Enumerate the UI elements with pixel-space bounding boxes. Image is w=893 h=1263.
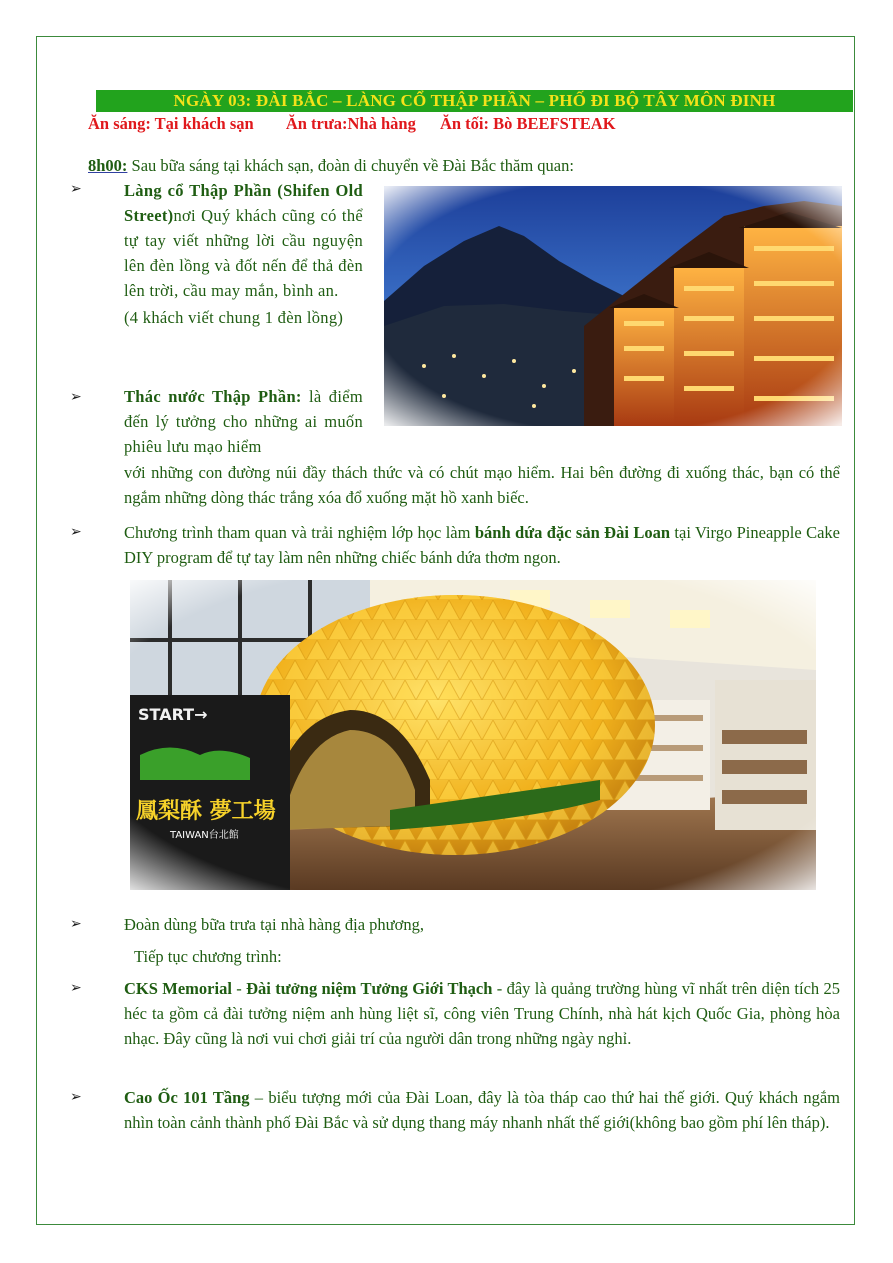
cks-title-b: Đài tưởng niệm Tưởng Giới Thạch — [246, 979, 493, 998]
waterfall-item-start — [124, 384, 363, 459]
cks-title-a: CKS Memorial — [124, 979, 232, 998]
bullet-arrow-icon: ➢ — [70, 981, 82, 996]
waterfall-title: Thác nước Thập Phần: — [124, 387, 302, 406]
intro-line — [88, 156, 574, 176]
taipei101-text: – biểu tượng mới của Đài Loan, đây là tòa tháp cao thứ hai thế giới. Quý khách ngắm nhìn toàn cảnh thành phố Đài Bắc và sử dụng thang máy nhanh nhất thế giới(không bao gồm phí lên tháp). — [124, 1088, 840, 1132]
intro-text: Sau bữa sáng tại khách sạn, đoàn di chuyển về Đài Bắc thăm quan: — [127, 156, 574, 175]
bullet-arrow-icon: ➢ — [70, 1090, 82, 1105]
cks-text: - đây là quảng trường hùng vĩ nhất trên diện tích 25 héc ta gồm cả đài tưởng niệm anh hùng liệt sĩ, công viên Trung Chính, nhà hát kịch Quốc Gia, phòng hòa nhạc. Đây cũng là nơi vui chơi giải trí của người dân trong những ngày nghỉ. — [124, 979, 841, 1048]
bullet-arrow-icon: ➢ — [70, 390, 82, 405]
pineapple-store-photo — [130, 580, 816, 890]
lunch-line: Đoàn dùng bữa trưa tại nhà hàng địa phương, — [124, 915, 424, 934]
bullet-arrow-icon: ➢ — [70, 182, 82, 197]
bullet-arrow-icon: ➢ — [70, 917, 82, 932]
bullet-arrow-icon: ➢ — [70, 525, 82, 540]
pineapple-text-a: Chương trình tham quan và trải nghiệm lớp học làm — [124, 523, 475, 542]
breakfast-info: Ăn sáng: Tại khách sạn — [88, 114, 254, 133]
dinner-info: Ăn tối: Bò BEEFSTEAK — [439, 114, 616, 133]
shifen-note: (4 khách viết chung 1 đèn lồng) — [124, 308, 344, 327]
cks-sep: - — [231, 979, 247, 998]
pineapple-bold: bánh dứa đặc sản Đài Loan — [474, 523, 671, 542]
waterfall-text-b: với những con đường núi đầy thách thức và có chút mạo hiểm. Hai bên đường đi xuống thác, bạn có thể ngắm những dòng thác trắng xóa đổ xuống mặt hồ xanh biếc. — [124, 463, 840, 507]
meal-schedule — [88, 114, 616, 134]
day-title-banner: NGÀY 03: ĐÀI BẮC – LÀNG CỔ THẬP PHẦN – PHỐ ĐI BỘ TÂY MÔN ĐINH — [96, 90, 853, 112]
waterfall-text-a: là điểm đến lý tưởng cho những ai muốn phiêu lưu mạo hiểm — [124, 387, 363, 456]
shifen-text: nơi Quý khách cũng có thể tự tay viết những lời cầu nguyện lên đèn lồng và đốt nến để thả đèn lên trời, cầu may mắn, bình an. — [124, 206, 363, 300]
shifen-night-photo — [384, 186, 842, 426]
pineapple-text-b: tại Virgo Pineapple Cake DIY program để tự tay làm nên những chiếc bánh dứa thơm ngon. — [124, 523, 840, 567]
taipei101-item — [124, 1085, 840, 1135]
time-label: 8h00: — [88, 156, 128, 175]
shifen-title: Làng cổ Thập Phần (Shifen Old Street) — [124, 181, 363, 225]
cks-item — [124, 976, 840, 1051]
pineapple-item — [124, 520, 840, 570]
lunch-info: Ăn trưa:Nhà hàng — [285, 114, 416, 133]
taipei101-title: Cao Ốc 101 Tầng — [124, 1088, 250, 1107]
shifen-item — [124, 178, 363, 328]
continue-line: Tiếp tục chương trình: — [134, 947, 282, 966]
